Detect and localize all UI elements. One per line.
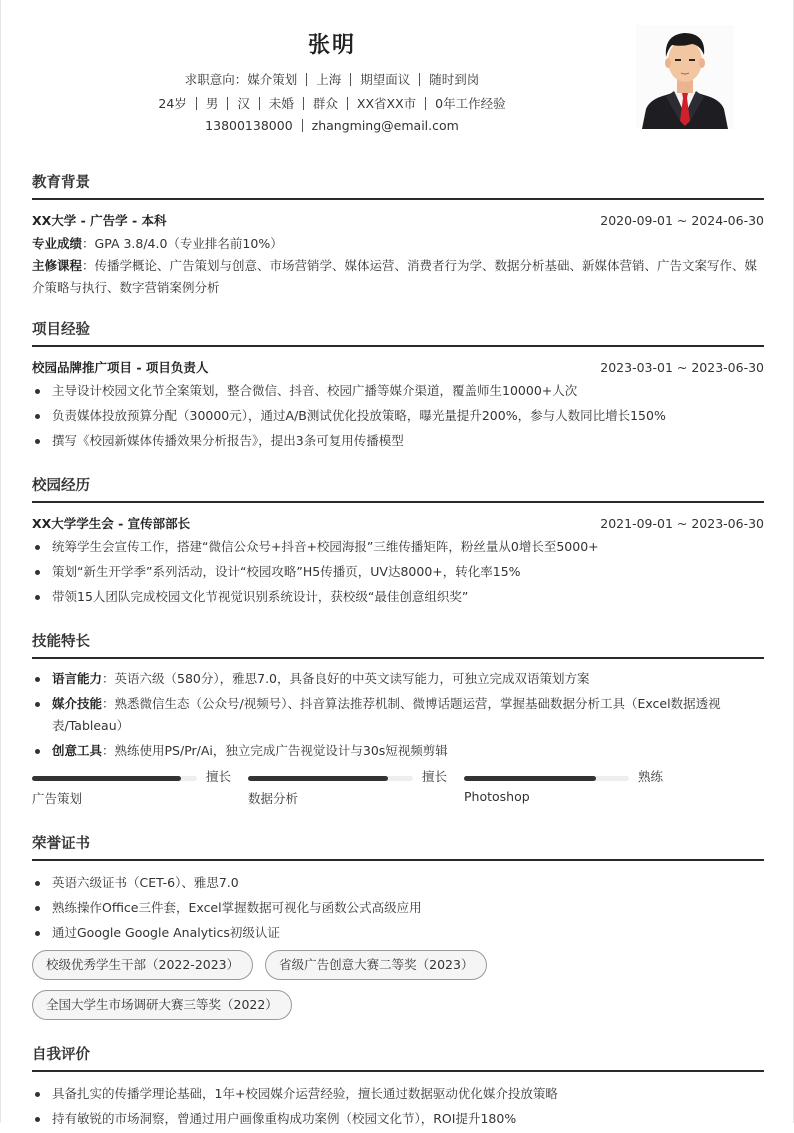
list-item bbox=[32, 693, 764, 737]
skill-label: 媒介技能 bbox=[52, 695, 103, 711]
skill-track bbox=[32, 776, 197, 781]
list-item: 熟练操作Office三件套，Excel掌握数据可视化与函数公式高级应用 bbox=[32, 897, 764, 919]
section-divider bbox=[32, 657, 764, 659]
separator bbox=[302, 119, 303, 132]
project-name-role: 校园品牌推广项目 - 项目负责人 bbox=[32, 359, 209, 375]
separator bbox=[259, 97, 260, 110]
gender: 男 bbox=[205, 96, 219, 111]
skill-fill bbox=[248, 776, 388, 781]
job-intent: 求职意向：媒介策划 bbox=[184, 72, 298, 87]
list-item bbox=[32, 740, 764, 762]
separator bbox=[347, 97, 348, 110]
person-portrait-icon bbox=[636, 25, 734, 129]
list-item: 策划“新生开学季”系列活动，设计“校园攻略”H5传播页，UV达8000+，转化率15% bbox=[32, 561, 764, 583]
skill-name: Photoshop bbox=[464, 788, 530, 804]
list-item: 具备扎实的传播学理论基础，1年+校园媒介运营经验，擅长通过数据驱动优化媒介投放策略 bbox=[32, 1083, 764, 1105]
separator bbox=[419, 73, 420, 86]
skill-track bbox=[464, 776, 629, 781]
skill-bars bbox=[32, 768, 764, 804]
candidate-name: 张明 bbox=[307, 33, 356, 58]
work-experience: 0年工作经验 bbox=[435, 96, 506, 111]
courses-value: ：传播学概论、广告策划与创意、市场营销学、媒体运营、消费者行为学、数据分析基础、新媒体营销、广告文案写作、媒介策略与执行、数字营销案例分析 bbox=[32, 257, 758, 295]
list-item: 统筹学生会宣传工作，搭建“微信公众号+抖音+校园海报”三维传播矩阵，粉丝量从0增长至5000+ bbox=[32, 536, 764, 558]
organization-role: XX大学学生会 - 宣传部部长 bbox=[32, 515, 191, 531]
skill-name: 广告策划 bbox=[32, 790, 83, 806]
gpa-value: ：GPA 3.8/4.0（专业排名前10%） bbox=[82, 235, 283, 251]
list-item: 英语六级证书（CET-6）、雅思7.0 bbox=[32, 872, 764, 894]
skill-name: 数据分析 bbox=[248, 790, 299, 806]
section-divider bbox=[32, 198, 764, 200]
location: 上海 bbox=[316, 72, 342, 87]
separator bbox=[196, 97, 197, 110]
project-entry bbox=[32, 356, 764, 380]
skill-label: 语言能力 bbox=[52, 670, 103, 686]
award-tags bbox=[32, 950, 592, 1020]
age: 24岁 bbox=[158, 96, 187, 111]
education-entry bbox=[32, 209, 764, 233]
honors-section bbox=[32, 833, 764, 1020]
projects-section bbox=[32, 319, 764, 455]
separator bbox=[306, 73, 307, 86]
skill-track bbox=[248, 776, 413, 781]
contact-line bbox=[32, 118, 632, 133]
resume-page bbox=[32, 0, 764, 1126]
skill-level: 擅长 bbox=[206, 768, 232, 784]
section-divider bbox=[32, 501, 764, 503]
availability: 随时到岗 bbox=[429, 72, 480, 87]
hometown: XX省XX市 bbox=[356, 96, 417, 111]
list-item: 撰写《校园新媒体传播效果分析报告》，提出3条可复用传播模型 bbox=[32, 430, 764, 452]
section-title: 校园经历 bbox=[32, 478, 90, 494]
skills-bullets bbox=[32, 668, 764, 762]
skill-fill bbox=[32, 776, 181, 781]
section-title: 自我评价 bbox=[32, 1047, 90, 1063]
profile-line bbox=[32, 94, 632, 112]
campus-section bbox=[32, 475, 764, 611]
courses-label: 主修课程 bbox=[32, 257, 83, 273]
award-tag: 校级优秀学生干部（2022-2023） bbox=[32, 950, 253, 980]
separator bbox=[425, 97, 426, 110]
project-date: 2023-03-01 ~ 2023-06-30 bbox=[600, 359, 764, 375]
email: zhangming@email.com bbox=[311, 118, 459, 133]
phone: 13800138000 bbox=[205, 118, 293, 133]
skill-level: 擅长 bbox=[422, 768, 448, 784]
section-divider bbox=[32, 1070, 764, 1072]
campus-date: 2021-09-01 ~ 2023-06-30 bbox=[600, 515, 764, 531]
honors-bullets bbox=[32, 872, 764, 944]
skill-text: ：熟悉微信生态（公众号/视频号）、抖音算法推荐机制、微博话题运营，掌握基础数据分析工具（Excel数据透视表/Tableau） bbox=[52, 695, 721, 733]
courses bbox=[32, 255, 764, 299]
separator bbox=[227, 97, 228, 110]
separator bbox=[303, 97, 304, 110]
skill-text: ：英语六级（580分），雅思7.0，具备良好的中英文读写能力，可独立完成双语策划方案 bbox=[102, 670, 590, 686]
separator bbox=[350, 73, 351, 86]
skills-section bbox=[32, 631, 764, 804]
political-status: 群众 bbox=[312, 96, 338, 111]
avatar bbox=[636, 25, 734, 129]
award-tag: 省级广告创意大赛二等奖（2023） bbox=[265, 950, 487, 980]
campus-entry bbox=[32, 512, 764, 536]
skill-level: 熟练 bbox=[638, 768, 664, 784]
school-degree: XX大学 - 广告学 - 本科 bbox=[32, 212, 167, 228]
skill-text: ：熟练使用PS/Pr/Ai，独立完成广告视觉设计与30s短视频剪辑 bbox=[102, 742, 448, 758]
section-title: 技能特长 bbox=[32, 634, 90, 650]
list-item: 负责媒体投放预算分配（30000元），通过A/B测试优化投放策略，曝光量提升200%，参与人数同比增长150% bbox=[32, 405, 764, 427]
self-evaluation-section bbox=[32, 1044, 764, 1133]
skill-fill bbox=[464, 776, 596, 781]
project-bullets bbox=[32, 380, 764, 452]
section-title: 荣誉证书 bbox=[32, 836, 90, 852]
campus-bullets bbox=[32, 536, 764, 608]
list-item: 主导设计校园文化节全案策划，整合微信、抖音、校园广播等媒介渠道，覆盖师生10000+人次 bbox=[32, 380, 764, 402]
education-date: 2020-09-01 ~ 2024-06-30 bbox=[600, 212, 764, 228]
gpa bbox=[32, 233, 764, 255]
section-title: 教育背景 bbox=[32, 175, 90, 191]
section-divider bbox=[32, 859, 764, 861]
ethnicity: 汉 bbox=[237, 96, 250, 111]
list-item: 带领15人团队完成校园文化节视觉识别系统设计，获校级“最佳创意组织奖” bbox=[32, 586, 764, 608]
list-item bbox=[32, 668, 764, 690]
self-evaluation-bullets bbox=[32, 1083, 764, 1130]
section-divider bbox=[32, 345, 764, 347]
award-tag: 全国大学生市场调研大赛三等奖（2022） bbox=[32, 990, 292, 1020]
skill-label: 创意工具 bbox=[52, 742, 103, 758]
section-title: 项目经验 bbox=[32, 322, 90, 338]
job-intent-line bbox=[32, 70, 632, 88]
marital-status: 未婚 bbox=[268, 96, 294, 111]
education-section bbox=[32, 172, 764, 299]
resume-header bbox=[32, 0, 764, 150]
expected-salary: 期望面议 bbox=[360, 72, 411, 87]
gpa-label: 专业成绩 bbox=[32, 235, 83, 251]
list-item: 持有敏锐的市场洞察，曾通过用户画像重构成功案例（校园文化节），ROI提升180% bbox=[32, 1108, 764, 1130]
list-item: 通过Google Google Analytics初级认证 bbox=[32, 922, 764, 944]
